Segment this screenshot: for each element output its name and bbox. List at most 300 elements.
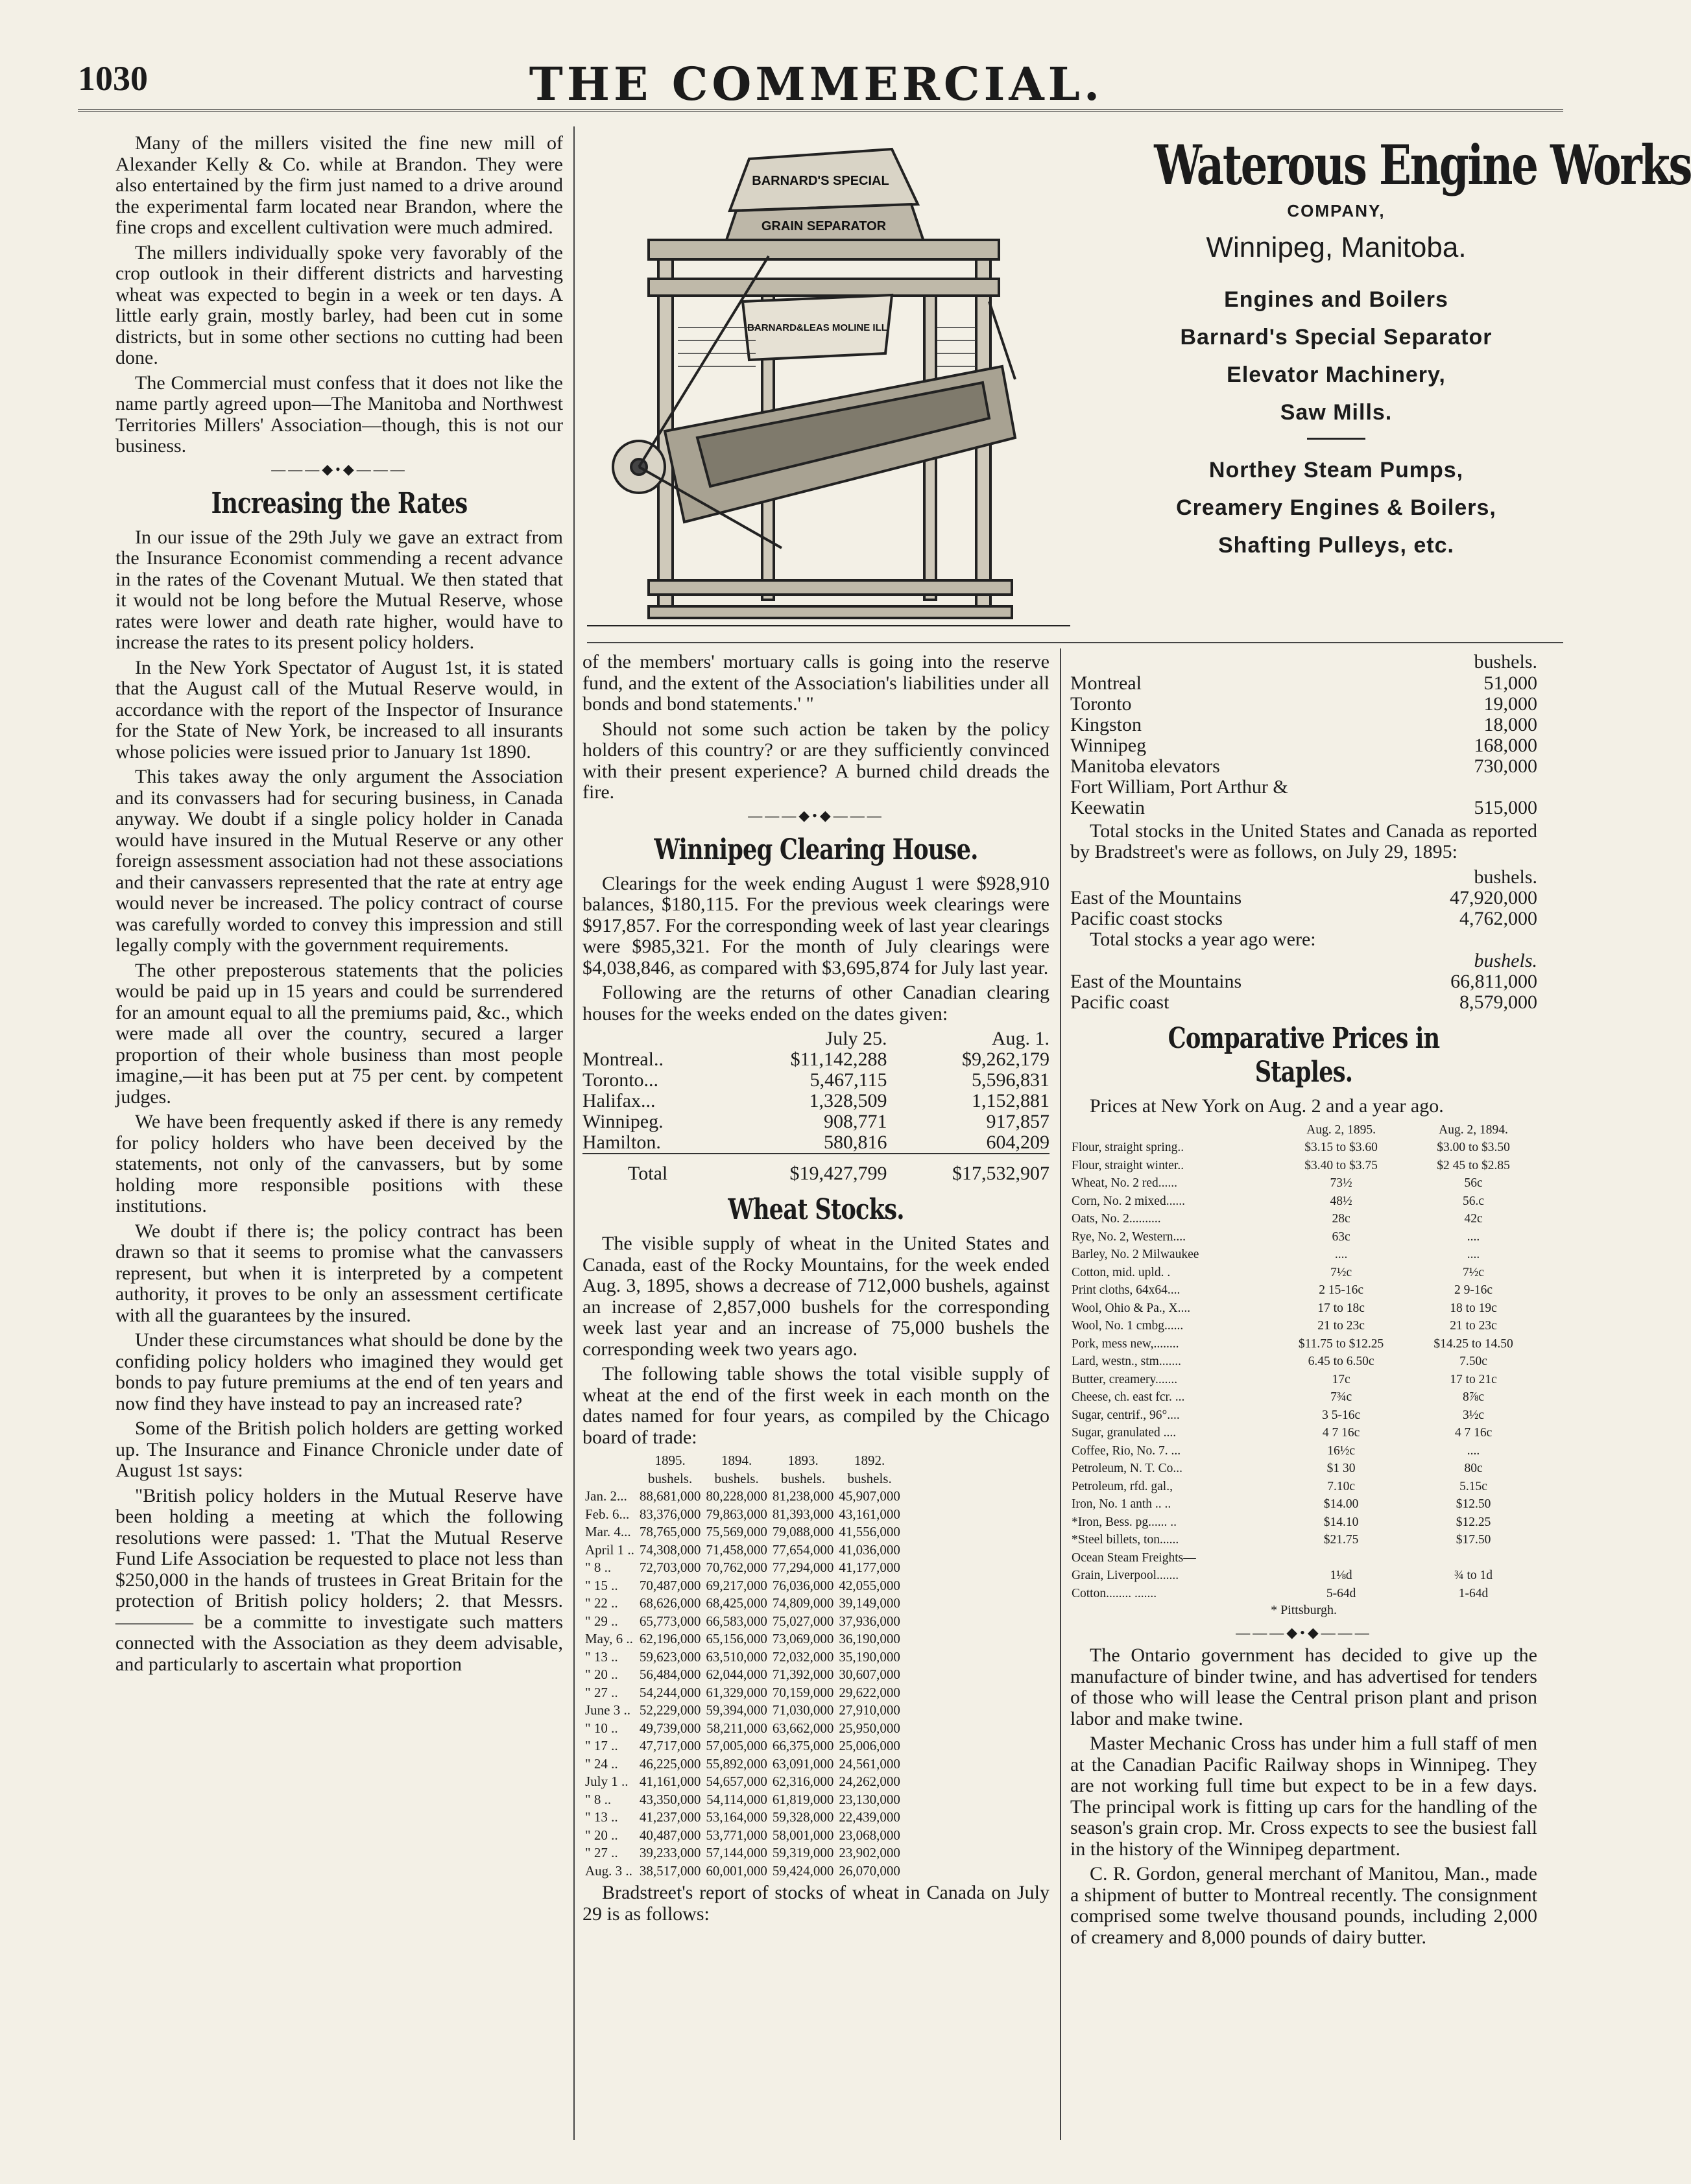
table-row	[1070, 1495, 1537, 1513]
table-cell: Keewatin	[1070, 796, 1145, 818]
article-paragraph: Prices at New York on Aug. 2 and a year ago.	[1090, 1095, 1444, 1117]
table-cell: 41,556,000	[839, 1524, 900, 1539]
article-paragraph: The visible supply of wheat in the United States and Canada, east of the Rocky Mountains, for the week ended Aug. 3, 1895, shows a decrease of 712,000 bushels, against an increase of 2,857,000 bushels for the corresponding week last year and an increase of 75,000 bushels the corresponding week two years ago.	[582, 1233, 1049, 1360]
table-header: Aug. 1.	[991, 1028, 1049, 1049]
table-cell: Montreal	[1070, 672, 1142, 694]
table-cell: 4 7 16c	[1322, 1426, 1360, 1440]
table-cell: 8⅞c	[1463, 1390, 1485, 1404]
table-cell: 63,662,000	[772, 1720, 834, 1736]
table-cell: 70,159,000	[772, 1684, 834, 1700]
article-paragraph: The following table shows the total visible supply of wheat at the end of the first week in each month on the dates named for four years, as compiled by the Chicago board of trade:	[582, 1363, 1049, 1448]
table-row	[582, 1559, 903, 1577]
table-cell: 41,177,000	[839, 1560, 900, 1575]
heading-clearing-house: Winnipeg Clearing House.	[654, 833, 978, 866]
table-cell: 30,607,000	[839, 1667, 900, 1682]
table-cell: " 13 ..	[585, 1648, 618, 1665]
table-cell: " 22 ..	[585, 1595, 618, 1611]
table-cell: " 10 ..	[585, 1720, 618, 1736]
table-cell: 17 to 21c	[1450, 1372, 1497, 1386]
table-cell: 38,517,000	[639, 1862, 701, 1879]
table-cell: 1892.	[854, 1453, 885, 1468]
table-cell: $21.75	[1323, 1533, 1359, 1547]
table-cell: 47,920,000	[1450, 887, 1537, 908]
table-cell: 45,907,000	[839, 1488, 900, 1504]
table-cell: Wool, Ohio & Pa., X....	[1072, 1301, 1191, 1315]
table-cell: Flour, straight spring..	[1072, 1141, 1184, 1154]
table-cell: Toronto...	[582, 1069, 659, 1091]
table-cell: 68,626,000	[639, 1595, 701, 1611]
table-cell: 168,000	[1474, 734, 1537, 756]
table-row	[582, 1755, 903, 1774]
table-cell: 63,510,000	[706, 1648, 767, 1665]
table-cell: April 1 ..	[585, 1541, 634, 1558]
ad-line: Shafting Pulleys, etc.	[1218, 533, 1454, 558]
table-cell: East of the Mountains	[1070, 971, 1242, 992]
table-cell: 7¾c	[1330, 1390, 1352, 1404]
article-paragraph: In the New York Spectator of August 1st, it is stated that the August call of the Mutual Reserve would, in accordance with the report of the Inspector of Insurance for the State of New York, be increased to all insurants whose policies were issued prior to January 1st 1890.	[115, 656, 563, 763]
column-2	[582, 652, 1049, 1929]
table-row	[582, 1773, 903, 1791]
table-cell: 46,225,000	[639, 1755, 701, 1772]
table-cell: 54,244,000	[639, 1684, 701, 1700]
table-cell: 4 7 16c	[1454, 1426, 1493, 1440]
table-row	[1070, 1371, 1537, 1389]
table-cell: Manitoba elevators	[1070, 755, 1220, 777]
ornament-divider: ———◆•◆———	[271, 460, 407, 477]
table-cell: 63,091,000	[772, 1755, 834, 1772]
table-cell: East of the Mountains	[1070, 887, 1242, 908]
year-ago-label: Total stocks a year ago were:	[1090, 929, 1316, 950]
table-cell: 28c	[1332, 1212, 1350, 1226]
table-row	[1070, 1157, 1537, 1175]
table-cell: 37,936,000	[839, 1613, 900, 1629]
table-cell: 7½c	[1463, 1265, 1485, 1279]
table-row	[582, 1684, 903, 1702]
table-row	[1070, 908, 1537, 929]
article-paragraph: The Commercial must confess that it does not like the name partly agreed upon—The Manitoba and Northwest Territories Millers' Association—though, this is not our business.	[115, 372, 563, 457]
table-row	[582, 1613, 903, 1631]
ad-separator	[1307, 438, 1365, 440]
table-cell: 1893.	[787, 1453, 819, 1468]
table-row	[1070, 1585, 1537, 1603]
table-cell: Fort William, Port Arthur &	[1070, 776, 1288, 798]
table-cell: 57,144,000	[706, 1845, 767, 1860]
article-paragraph: In our issue of the 29th July we gave an extract from the Insurance Economist commending a recent advance in the rates of the Covenant Mutual. We then stated that it would not be long before the Mutual Reserve, whose rates were lower and death rate higher, would have to increase the rates to its present policy holders.	[115, 526, 563, 653]
table-row	[1070, 1478, 1537, 1496]
table-cell: 58,211,000	[706, 1720, 767, 1736]
table-cell: ....	[1467, 1248, 1480, 1261]
table-row	[582, 1809, 903, 1827]
table-cell: ....	[1467, 1443, 1480, 1458]
table-cell: 17 to 18c	[1317, 1301, 1365, 1315]
table-cell: 5,596,831	[972, 1069, 1049, 1091]
table-cell: 73,069,000	[772, 1631, 834, 1646]
table-cell: 71,392,000	[772, 1667, 834, 1682]
table-cell: Montreal..	[582, 1049, 664, 1070]
table-row	[582, 1737, 903, 1755]
article-paragraph: Many of the millers visited the fine new mill of Alexander Kelly & Co. while at Brandon. They were also entertained by the firm just named to a drive around the experimental farm located near Brandon, where the fine crops and excellent cultivation were much admired.	[115, 132, 563, 238]
table-cell: " 17 ..	[585, 1738, 618, 1753]
ad-city: Winnipeg, Manitoba.	[1206, 231, 1467, 263]
engraving-label-band: GRAIN SEPARATOR	[761, 219, 887, 233]
table-cell	[1409, 1549, 1537, 1567]
table-cell: Cotton, mid. upld. .	[1072, 1265, 1171, 1279]
table-cell: 7½c	[1330, 1265, 1352, 1279]
table-row	[582, 1595, 903, 1613]
table-cell: 43,350,000	[639, 1791, 701, 1807]
table-cell: 59,623,000	[639, 1648, 701, 1665]
table-cell: 74,809,000	[772, 1595, 834, 1611]
table-cell: Sugar, granulated ....	[1072, 1426, 1177, 1440]
article-paragraph: C. R. Gordon, general merchant of Manitou, Man., made a shipment of butter to Montreal recently. The consignment comprised some twelve thousand pounds, including 2,000 of creamery and 8,000 pounds of dairy butter.	[1070, 1863, 1537, 1948]
table-cell: 17c	[1332, 1372, 1350, 1386]
table-cell: ....	[1334, 1248, 1348, 1261]
table-row	[1070, 1228, 1537, 1246]
unit-label: bushels.	[1474, 866, 1537, 888]
table-cell: 51,000	[1483, 672, 1537, 694]
table-row	[582, 1862, 903, 1881]
table-cell: 3 5-16c	[1322, 1408, 1361, 1422]
table-cell: 35,190,000	[839, 1648, 900, 1665]
article-paragraph: Some of the British polich holders are getting worked up. The Insurance and Finance Chronicle under date of August 1st says:	[115, 1418, 563, 1481]
table-row	[582, 1648, 903, 1667]
table-cell: 66,375,000	[772, 1738, 834, 1753]
table-cell: 53,164,000	[706, 1809, 767, 1825]
table-row	[1070, 1549, 1537, 1567]
table-cell: Corn, No. 2 mixed......	[1072, 1194, 1185, 1208]
column-divider	[573, 126, 575, 2140]
table-cell: 18 to 19c	[1450, 1301, 1497, 1315]
table-cell: 7.50c	[1459, 1355, 1487, 1368]
ornament-divider: ———◆•◆———	[748, 807, 884, 824]
clearings-table	[582, 1028, 1049, 1184]
table-cell: 68,425,000	[706, 1595, 767, 1611]
ad-line: Saw Mills.	[1280, 400, 1393, 425]
table-row	[1070, 715, 1537, 735]
table-cell: 81,238,000	[772, 1488, 834, 1504]
table-row	[1070, 1513, 1537, 1532]
table-cell: 2 9-16c	[1454, 1283, 1493, 1297]
section-rule	[587, 642, 1563, 643]
table-cell: $9,262,179	[962, 1049, 1049, 1070]
table-row	[1070, 1353, 1537, 1371]
table-cell: 79,863,000	[706, 1506, 767, 1522]
table-cell: 43,161,000	[839, 1506, 900, 1522]
column-divider	[1060, 648, 1061, 2140]
table-cell: 75,027,000	[772, 1613, 834, 1629]
table-cell: Petroleum, N. T. Co...	[1072, 1462, 1182, 1475]
table-header	[582, 1028, 725, 1049]
table-row	[1070, 1335, 1537, 1353]
table-cell: $14.00	[1323, 1497, 1359, 1511]
table-cell: 3½c	[1463, 1408, 1485, 1422]
table-cell	[1273, 1549, 1409, 1567]
page-number: 1030	[78, 59, 148, 98]
table-row	[1070, 1139, 1537, 1157]
table-cell: Sugar, centrif., 96°....	[1072, 1408, 1180, 1422]
table-row	[1070, 971, 1537, 992]
table-cell: $11,142,288	[790, 1049, 887, 1070]
table-cell: bushels.	[847, 1470, 892, 1486]
table-cell: Flour, straight winter..	[1072, 1158, 1184, 1172]
article-paragraph: The Ontario government has decided to give up the manufacture of binder twine, and has advertised for tenders of those who will lease the Central prison plant and prison labor and make twine.	[1070, 1644, 1537, 1729]
table-row	[1070, 1531, 1537, 1549]
table-cell: Winnipeg.	[582, 1111, 664, 1132]
table-cell: 42c	[1464, 1212, 1483, 1226]
table-cell: 23,068,000	[839, 1827, 900, 1843]
table-row	[582, 1111, 1049, 1132]
table-cell: $3.00 to $3.50	[1437, 1141, 1510, 1154]
prices-table	[1070, 1121, 1537, 1603]
article-paragraph: Clearings for the week ending August 1 were $928,910 balances, $180,115. For the previous week clearings were $917,857. For the corresponding week of last year clearings were $985,321. For the month of July clearings were $4,038,846, as compared with $3,695,874 for July last year.	[582, 872, 1049, 979]
table-cell: $17,532,907	[952, 1163, 1049, 1184]
table-cell: 25,006,000	[839, 1738, 900, 1753]
table-cell: 36,190,000	[839, 1631, 900, 1646]
table-cell: Pacific coast stocks	[1070, 908, 1223, 929]
column-3	[1070, 652, 1537, 1952]
table-cell: 57,005,000	[706, 1738, 767, 1753]
ad-line: Barnard's Special Separator	[1180, 325, 1493, 350]
engraving-label-plate: BARNARD&LEAS MOLINE ILL	[747, 322, 887, 333]
table-cell: " 8 ..	[585, 1560, 612, 1575]
table-cell: Aug. 2, 1895.	[1306, 1122, 1376, 1137]
table-row	[1070, 1193, 1537, 1211]
table-header-row	[582, 1470, 903, 1488]
table-cell: bushels.	[647, 1470, 693, 1486]
table-row	[582, 1577, 903, 1595]
table-cell: Petroleum, rfd. gal.,	[1072, 1479, 1173, 1493]
table-cell: 55,892,000	[706, 1755, 767, 1772]
table-cell: 42,055,000	[839, 1577, 900, 1593]
table-cell: bushels.	[780, 1470, 826, 1486]
table-cell: 19,000	[1483, 693, 1537, 715]
table-cell: ¾ to 1d	[1454, 1569, 1493, 1582]
table-cell: 75,569,000	[706, 1524, 767, 1539]
table-cell: 24,561,000	[839, 1755, 900, 1772]
table-cell: 76,036,000	[772, 1577, 834, 1593]
table-cell: 49,739,000	[639, 1720, 701, 1736]
table-cell: 6.45 to 6.50c	[1308, 1355, 1374, 1368]
table-row	[1070, 1317, 1537, 1335]
table-cell: 52,229,000	[639, 1702, 701, 1718]
table-cell: 88,681,000	[639, 1488, 701, 1504]
table-header: July 25.	[825, 1028, 887, 1049]
masthead-title: THE COMMERCIAL.	[529, 57, 1104, 111]
table-cell: Butter, creamery.......	[1072, 1372, 1178, 1386]
heading-increasing-rates: Increasing the Rates	[211, 486, 468, 520]
table-cell: 25,950,000	[839, 1720, 900, 1736]
table-total-row	[582, 1154, 1049, 1184]
table-cell: Pork, mess new,........	[1072, 1336, 1179, 1351]
table-cell: 730,000	[1474, 755, 1537, 777]
table-header-row	[582, 1452, 903, 1470]
table-cell: 81,393,000	[772, 1506, 834, 1522]
table-cell: 16½c	[1327, 1443, 1355, 1458]
table-cell: 604,209	[986, 1132, 1049, 1153]
table-cell: 54,657,000	[706, 1774, 767, 1789]
table-cell: *Steel billets, ton......	[1072, 1533, 1179, 1547]
table-cell: 908,771	[824, 1111, 887, 1132]
table-cell: 77,294,000	[772, 1560, 834, 1575]
table-cell: 62,044,000	[706, 1667, 767, 1682]
table-row	[582, 1666, 903, 1684]
article-paragraph: We doubt if there is; the policy contract has been drawn so that it seems to promise what the canvassers represent, but when it is interpreted by a competent authority, it proves to be only an assessment certificate with all the guarantees by the insured.	[115, 1220, 563, 1326]
table-cell: 8,579,000	[1459, 991, 1537, 1013]
table-row	[1070, 1210, 1537, 1228]
table-row	[1070, 1460, 1537, 1478]
table-cell: 23,130,000	[839, 1791, 900, 1807]
table-row	[582, 1070, 1049, 1091]
table-cell: 71,458,000	[706, 1541, 767, 1558]
table-cell: Kingston	[1070, 713, 1142, 735]
table-row	[1070, 1407, 1537, 1425]
column-1	[115, 133, 563, 1679]
table-row	[1070, 756, 1537, 777]
table-cell: 78,765,000	[639, 1524, 701, 1539]
table-cell: 5-64d	[1326, 1586, 1356, 1600]
table-row	[1070, 673, 1537, 694]
table-cell: 18,000	[1483, 713, 1537, 735]
table-row	[582, 1506, 903, 1524]
table-cell: 23,902,000	[839, 1845, 900, 1860]
table-cell: 61,329,000	[706, 1684, 767, 1700]
table-cell: 62,316,000	[772, 1774, 834, 1789]
table-cell: 2 15-16c	[1319, 1283, 1363, 1297]
table-row	[582, 1541, 903, 1560]
table-cell: 62,196,000	[639, 1631, 701, 1646]
table-cell: $3.40 to $3.75	[1304, 1158, 1378, 1172]
table-cell: 21 to 23c	[1450, 1319, 1497, 1333]
table-cell: " 8 ..	[585, 1791, 612, 1807]
table-cell: 59,424,000	[772, 1862, 834, 1879]
table-cell: 73½	[1330, 1176, 1352, 1190]
table-cell: 58,001,000	[772, 1827, 834, 1843]
table-cell: Grain, Liverpool.......	[1072, 1569, 1179, 1582]
ornament-divider: ———◆•◆———	[1236, 1624, 1372, 1641]
table-cell: 70,762,000	[706, 1560, 767, 1575]
table-cell: 26,070,000	[839, 1862, 900, 1879]
table-cell: Jan. 2...	[585, 1488, 627, 1504]
us-stocks-prev-table	[1070, 971, 1537, 1013]
table-cell: 72,032,000	[772, 1648, 834, 1665]
ad-company: COMPANY,	[1287, 201, 1385, 220]
table-cell: 48½	[1330, 1194, 1352, 1208]
canada-stocks-table	[1070, 673, 1537, 818]
table-cell: 917,857	[986, 1111, 1049, 1132]
table-cell: $17.50	[1456, 1533, 1491, 1547]
table-cell: 27,910,000	[839, 1702, 900, 1718]
table-row	[582, 1132, 1049, 1154]
table-cell: 515,000	[1474, 796, 1537, 818]
prices-footnote: * Pittsburgh.	[1271, 1603, 1337, 1617]
heading-comparative-prices: Comparative Prices in Staples.	[1168, 1022, 1440, 1089]
table-cell: " 20 ..	[585, 1827, 618, 1843]
table-cell: bushels.	[714, 1470, 759, 1486]
table-cell: 4,762,000	[1459, 908, 1537, 929]
table-cell: $2 45 to $2.85	[1437, 1158, 1510, 1172]
article-paragraph: This takes away the only argument the Association and its convassers had for securing business, in Canada anyway. We doubt if a single policy holder in Canada would have insured in the Mutual Reserve or any other foreign assessment association had not these associations and their canvassers represented that the rate at entry age would never be increased. The policy contract of course was carefully worded to convey this impression and still legally comply with the government requirements.	[115, 766, 563, 956]
article-paragraph: We have been frequently asked if there is any remedy for policy holders who have been deceived by the statements, not only of the canvassers, but by some holding more responsible positions with these institutions.	[115, 1111, 563, 1217]
table-cell: Iron, No. 1 anth .. ..	[1072, 1497, 1171, 1511]
table-cell: 56c	[1464, 1176, 1483, 1190]
table-row	[1070, 888, 1537, 908]
table-cell: 70,487,000	[639, 1577, 701, 1593]
ad-line: Northey Steam Pumps,	[1208, 458, 1464, 482]
table-cell: 53,771,000	[706, 1827, 767, 1843]
ad-line: Elevator Machinery,	[1227, 362, 1446, 387]
table-cell: " 27 ..	[585, 1684, 618, 1700]
table-cell: 63c	[1332, 1229, 1350, 1244]
table-cell: 83,376,000	[639, 1506, 701, 1522]
table-cell: Wool, No. 1 cmbg......	[1072, 1319, 1184, 1333]
article-paragraph: of the members' mortuary calls is going into the reserve fund, and the extent of the Association's liabilities under all bonds and bond statements.' "	[582, 651, 1049, 715]
table-cell: Toronto	[1070, 693, 1132, 715]
table-cell: Hamilton.	[582, 1132, 661, 1153]
table-cell: 59,394,000	[706, 1702, 767, 1718]
table-cell: 74,308,000	[639, 1541, 701, 1558]
table-cell: 24,262,000	[839, 1774, 900, 1789]
table-cell: Coffee, Rio, No. 7. ...	[1072, 1443, 1181, 1458]
table-cell: May, 6 ..	[585, 1631, 633, 1646]
table-row	[582, 1791, 903, 1809]
table-cell: 5.15c	[1459, 1479, 1487, 1493]
article-paragraph: "British policy holders in the Mutual Reserve have been holding a meeting at which the following resolutions were passed: 1. 'That the Mutual Reserve Fund Life Association be requested to place not less than $250,000 in the hands of trustees in Great Britain for the protection of British policy holders; 2. that Messrs. ———— be a committe to investigate such matters connected with the Association as they deem advisable, and particularly to ascertain what proportion	[115, 1484, 563, 1675]
table-row	[1070, 798, 1537, 818]
table-cell: 69,217,000	[706, 1577, 767, 1593]
article-paragraph: Total stocks in the United States and Canada as reported by Bradstreet's were as follows, on July 29, 1895:	[1070, 820, 1537, 862]
unit-label: bushels.	[1474, 651, 1537, 672]
table-cell: 80c	[1464, 1462, 1483, 1475]
table-cell: 29,622,000	[839, 1684, 900, 1700]
table-cell: $12.50	[1456, 1497, 1491, 1511]
heading-wheat-stocks: Wheat Stocks.	[728, 1193, 904, 1226]
table-row	[1070, 777, 1537, 798]
table-cell: Barley, No. 2 Milwaukee	[1072, 1248, 1199, 1261]
table-cell: 59,328,000	[772, 1809, 834, 1825]
table-row	[1070, 1567, 1537, 1585]
table-cell: July 1 ..	[585, 1774, 629, 1789]
table-row	[1070, 694, 1537, 715]
table-cell: 1895.	[654, 1453, 686, 1468]
table-row	[582, 1523, 903, 1541]
table-cell: " 27 ..	[585, 1845, 618, 1860]
table-cell: Halifax...	[582, 1090, 656, 1111]
table-cell: 71,030,000	[772, 1702, 834, 1718]
table-cell: 66,811,000	[1450, 971, 1537, 992]
table-cell: 56.c	[1463, 1194, 1485, 1208]
table-row	[1070, 1281, 1537, 1300]
table-row	[582, 1844, 903, 1862]
table-cell: 60,001,000	[706, 1862, 767, 1879]
table-cell	[1070, 1121, 1273, 1139]
table-cell	[1432, 777, 1537, 798]
table-cell: 1,152,881	[972, 1090, 1049, 1111]
table-row	[582, 1702, 903, 1720]
article-paragraph: Under these circumstances what should be done by the confiding policy holders who imagined they would get bonds to pay future premiums at the end of ten years and now find they have instead to pay an increased rate?	[115, 1329, 563, 1414]
article-paragraph: Bradstreet's report of stocks of wheat in Canada on July 29 is as follows:	[582, 1882, 1049, 1925]
table-cell: 80,228,000	[706, 1488, 767, 1504]
unit-label: bushels.	[1474, 949, 1537, 971]
table-row	[1070, 735, 1537, 756]
table-cell: Cotton........ .......	[1072, 1586, 1157, 1600]
table-cell: $19,427,799	[789, 1163, 887, 1184]
table-cell: 39,233,000	[639, 1845, 701, 1860]
table-cell	[582, 1470, 637, 1488]
table-cell: ....	[1467, 1229, 1480, 1244]
table-cell: 47,717,000	[639, 1738, 701, 1753]
grain-separator-engraving	[587, 133, 1070, 632]
table-cell: Mar. 4...	[585, 1524, 631, 1539]
